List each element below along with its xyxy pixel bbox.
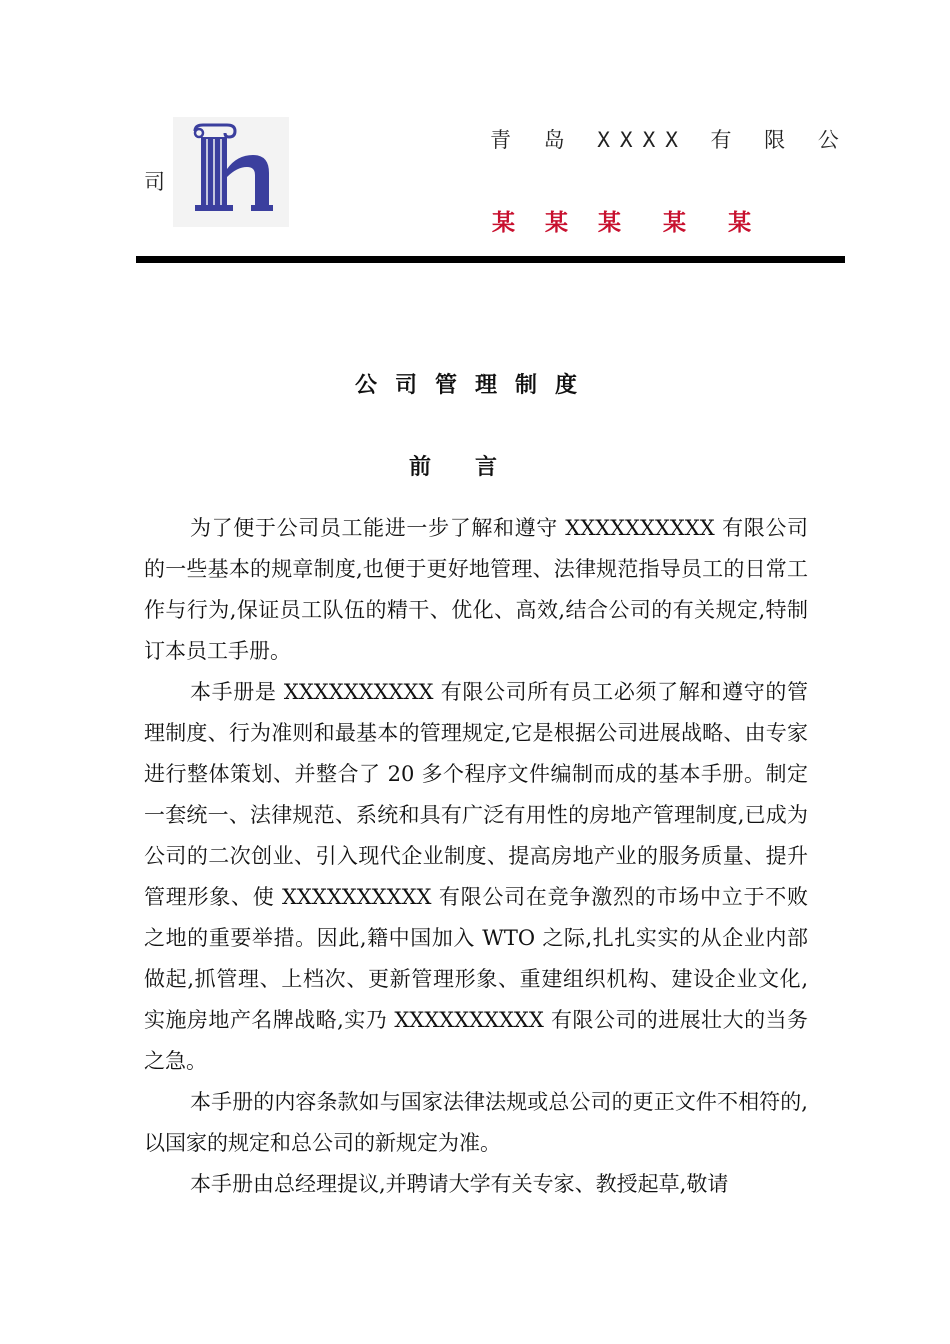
red-char: 某 <box>545 209 569 236</box>
paragraph: 本手册是 XXXXXXXXXX 有限公司所有员工必须了解和遵守的管理制度、行为准则和最基本的管理规定,它是根据公司进展战略、由专家进行整体策划、并整合了 20 多个程序文件编制而成的基本手册。制定一套统一、法律规范、系统和具有广泛有用性的房地产管理制度,已成为公司的二次创业、引入现代企业制度、提高房地产业的服务质量、提升管理形象、使 XXXXXXXXXX 有限公司在竞争激烈的市场中立于不败之地的重要举措。因此,籍中国加入 WTO 之际,扎扎实实的从企业内部做起,抓管理、上档次、更新管理形象、重建组织机构、建设企业文化,实施房地产名牌战略,实乃 XXXXXXXXXX 有限公司的进展壮大的当务之急。 <box>144 680 808 1073</box>
red-placeholder-text <box>492 204 751 237</box>
logo-h-icon <box>173 117 289 227</box>
header-divider <box>136 256 845 263</box>
paragraph: 本手册的内容条款如与国家法律法规或总公司的更正文件不相符的,以国家的规定和总公司的新规定为准。 <box>144 1090 808 1155</box>
paragraph: 本手册由总经理提议,并聘请大学有关专家、教授起草,敬请 <box>190 1172 729 1196</box>
red-char: 某 <box>598 209 622 236</box>
preface-heading: 前言 <box>408 455 541 480</box>
red-char: 某 <box>492 209 515 236</box>
preface-body <box>144 508 808 1205</box>
company-logo <box>173 117 289 227</box>
red-char: 某 <box>728 209 752 236</box>
company-name: 青 岛 XXXX 有 限 公 <box>490 128 849 152</box>
company-name-tail: 司 <box>144 170 165 194</box>
document-title: 公司管理制度 <box>354 373 595 398</box>
paragraph: 为了便于公司员工能进一步了解和遵守 XXXXXXXXXX 有限公司的一些基本的规章制度,也便于更好地管理、法律规范指导员工的日常工作与行为,保证员工队伍的精干、优化、高效,结合公司的有关规定,特制订本员工手册。 <box>144 516 808 663</box>
red-char: 某 <box>663 209 687 236</box>
